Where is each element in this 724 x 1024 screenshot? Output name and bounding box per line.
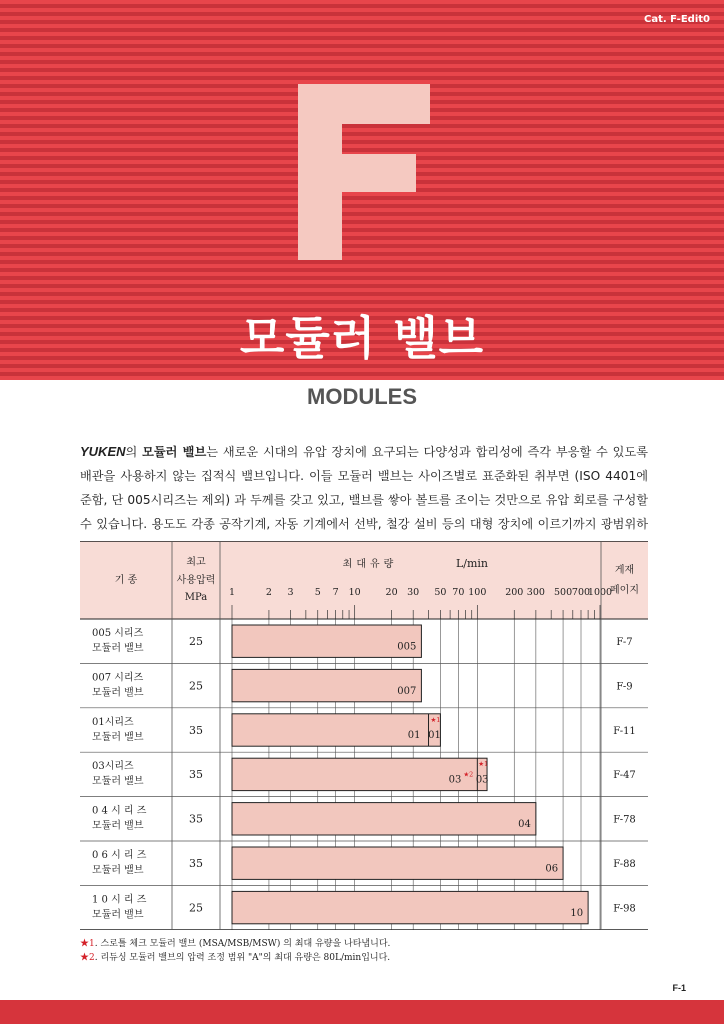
flow-bar-0	[232, 625, 421, 657]
intro-bold: 모듈러 밸브	[142, 445, 207, 459]
row-series-0: 005 시리즈	[92, 628, 144, 639]
axis-tick-label-7: 30	[407, 587, 420, 598]
note-1-text: . 스로틀 체크 모듈러 밸브 (MSA/MSB/MSW) 의 최대 유량을 나타냅니다.	[94, 939, 391, 949]
flow-bar-substar-2: ★1	[430, 715, 441, 724]
header-flow-unit: L/min	[455, 557, 489, 570]
intro-text: 는 새로운 시대의 유압 장치에 요구되는 다양성과 합리성에 즉각 부응할 수 있도록 배관을 사용하지 않는 집적식 밸브입니다. 이들 모듈러 밸브는 사이즈별로 표준화된 취부면 (ISO 4401에 준함, 단 005시리즈는 제외) 과 두께를 갖고 있고, 밸브를 쌓아 볼트를 조이는 것만으로 유압 회로를 구성할 수 있습니다. 용도도 각종 공작기계, 자동 기계에서 선박, 철강 설비 등의 대형 장치에 이르기까지 광범위하	[80, 445, 648, 531]
header-page-line2: 페이지	[610, 585, 639, 596]
row-page-4: F-78	[613, 814, 636, 826]
axis-tick-label-9: 70	[452, 587, 465, 598]
axis-tick-label-10: 100	[468, 587, 487, 598]
row-name-0: 모듈러 밸브	[92, 643, 144, 654]
flow-bar-sublabel-3: 03	[475, 774, 489, 786]
axis-tick-label-5: 10	[348, 587, 361, 598]
flow-bar-sublabel-2: 01	[428, 730, 441, 742]
header-type: 기 종	[114, 575, 138, 586]
axis-tick-label-0: 1	[228, 587, 236, 598]
note-2-text: . 리듀싱 모듈러 밸브의 압력 조정 범위 "A"의 최대 유량은 80L/min입니다.	[94, 953, 391, 963]
row-pressure-3: 35	[189, 768, 203, 782]
row-series-4: 0 4 시 리 즈	[92, 805, 147, 817]
row-series-1: 007 시리즈	[92, 672, 144, 684]
note-1-star: ★1	[80, 939, 95, 949]
flow-bar-6	[232, 891, 588, 923]
row-name-1: 모듈러 밸브	[92, 687, 144, 699]
flow-bar-label-5: 06	[545, 863, 559, 875]
row-page-6: F-98	[613, 903, 636, 915]
header-page-line1: 게재	[614, 565, 635, 576]
row-series-3: 03시리즈	[92, 761, 134, 773]
header-pressure-unit: MPa	[184, 592, 208, 603]
axis-tick-label-11: 200	[505, 587, 524, 598]
flow-bar-label-0: 005	[397, 641, 417, 653]
row-page-0: F-7	[616, 637, 633, 648]
catalog-code: Cat. F-Edit0	[644, 14, 710, 25]
flow-table	[80, 541, 648, 930]
flow-bar-label-3: 03	[448, 774, 462, 786]
row-name-5: 모듈러 밸브	[92, 865, 144, 876]
axis-tick-label-13: 500	[554, 587, 573, 598]
row-page-1: F-9	[616, 681, 633, 693]
axis-tick-label-12: 300	[526, 587, 545, 598]
flow-bar-label-1: 007	[397, 685, 417, 697]
row-series-5: 0 6 시 리 즈	[92, 850, 147, 861]
flow-bar-label-6: 10	[570, 907, 584, 919]
row-series-2: 01시리즈	[92, 716, 134, 728]
axis-tick-label-1: 2	[265, 587, 272, 598]
row-pressure-0: 25	[189, 635, 203, 648]
row-pressure-6: 25	[189, 901, 203, 915]
row-name-3: 모듈러 밸브	[92, 776, 144, 788]
axis-tick-label-15: 1000	[587, 587, 613, 598]
header-pressure-line1: 최고	[186, 557, 206, 568]
note-2	[80, 950, 390, 963]
row-page-2: F-11	[613, 725, 636, 737]
axis-tick-label-6: 20	[385, 587, 398, 598]
row-pressure-2: 35	[189, 723, 203, 737]
flow-bar-label-4: 04	[518, 819, 531, 830]
row-series-6: 1 0 시 리 즈	[92, 894, 147, 906]
header-flow-title: 최대유량	[342, 559, 398, 570]
axis-tick-label-3: 5	[314, 587, 321, 598]
row-page-3: F-47	[613, 770, 636, 782]
row-name-4: 모듈러 밸브	[92, 820, 144, 832]
row-pressure-4: 35	[189, 812, 203, 826]
page-number: F-1	[672, 983, 686, 993]
note-1	[80, 936, 390, 949]
axis-tick-label-2: 3	[287, 587, 294, 598]
flow-bar-substar-3: ★1	[478, 760, 489, 769]
header-banner	[0, 0, 724, 380]
header-pressure-line2: 사용압력	[176, 575, 216, 586]
row-pressure-1: 25	[189, 679, 203, 693]
flow-bar-4	[232, 803, 536, 835]
axis-tick-label-8: 50	[434, 587, 447, 598]
note-2-star: ★2	[80, 953, 95, 963]
flow-bar-5	[232, 847, 563, 879]
row-page-5: F-88	[613, 859, 636, 870]
row-name-2: 모듈러 밸브	[92, 731, 144, 743]
axis-tick-label-14: 700	[571, 587, 591, 598]
row-name-6: 모듈러 밸브	[92, 909, 144, 921]
footer-band	[0, 1000, 724, 1024]
flow-bar-1	[232, 669, 421, 701]
flow-bar-label-2: 01	[407, 730, 421, 742]
intro-pre: 의	[125, 445, 143, 459]
page-title-korean: 모듈러 밸브	[239, 311, 485, 365]
flow-bar-labelstar-3: ★2	[463, 770, 474, 779]
table-header-bg	[80, 541, 648, 619]
page-title-english: MODULES	[307, 384, 417, 409]
axis-tick-label-4: 7	[332, 587, 339, 598]
brand-logo: YUKEN	[80, 444, 126, 459]
row-pressure-5: 35	[189, 857, 203, 870]
section-letter-f	[298, 84, 430, 260]
